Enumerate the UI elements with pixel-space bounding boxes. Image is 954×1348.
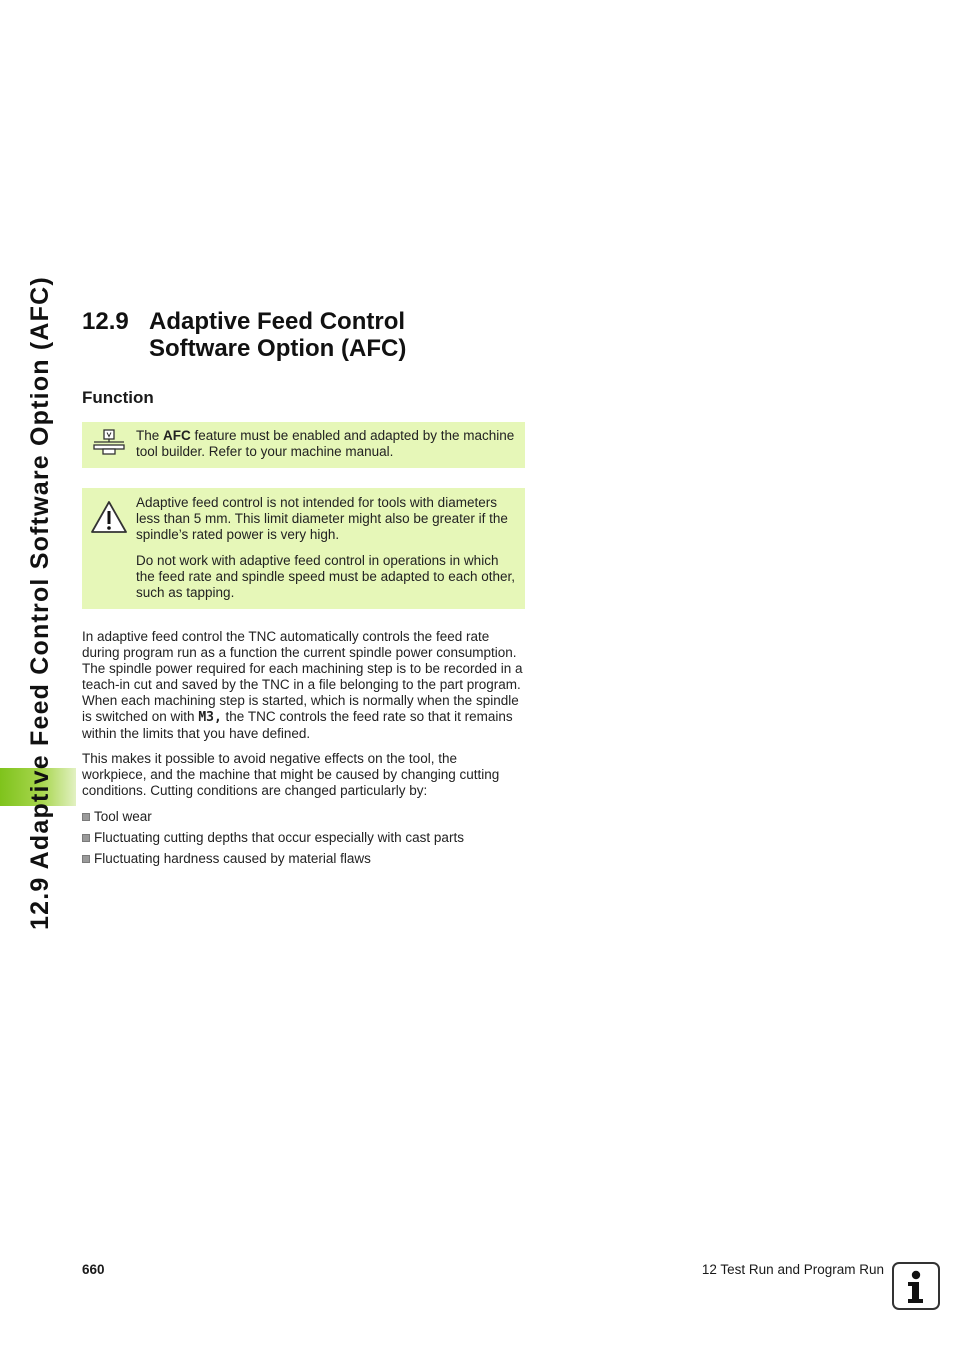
section-title xyxy=(149,308,406,362)
section-title-line2: Software Option (AFC) xyxy=(149,335,407,362)
section-heading xyxy=(82,308,525,362)
bullet-square-icon xyxy=(82,855,90,863)
list-item xyxy=(82,809,525,825)
page-number: 660 xyxy=(82,1262,105,1277)
conditions-list xyxy=(82,809,525,867)
subheading-function: Function xyxy=(82,388,154,407)
list-item-text: Fluctuating hardness caused by material flaws xyxy=(94,851,371,866)
info-icon xyxy=(892,1262,940,1310)
m3-code: M3, xyxy=(198,710,222,725)
machine-note-prefix: The xyxy=(136,428,164,443)
section-number: 12.9 xyxy=(82,308,129,335)
list-item xyxy=(82,851,525,867)
machine-note-suffix: feature must be enabled and adapted by the machine tool builder. Refer to your machine manual. xyxy=(136,428,515,459)
sidebar-section-title: 12.9 Adaptive Feed Control Software Option (AFC) xyxy=(26,276,54,930)
machine-note-text xyxy=(136,428,517,460)
main-content xyxy=(82,308,525,872)
machine-note-box xyxy=(82,422,525,468)
bullet-square-icon xyxy=(82,813,90,821)
warning-triangle-icon xyxy=(82,495,136,535)
machine-note-afc: AFC xyxy=(163,428,191,443)
chapter-title-footer: 12 Test Run and Program Run xyxy=(701,1262,884,1277)
body-paragraph-1 xyxy=(82,629,525,742)
section-title-line1: Adaptive Feed Control xyxy=(149,308,406,335)
list-item xyxy=(82,830,525,846)
body-paragraph-1-start: In adaptive feed control the TNC automatically controls the feed rate during program run as a function the current spindle power consumption. The spindle power required for each machining step is to be recorded in a teach-in cut and saved by the TNC in a file belonging to the part program. When each machining step is started, which is normally when the spindle is switched on with xyxy=(82,629,523,724)
warning-note-para2: Do not work with adaptive feed control in operations in which the feed rate and spindle speed must be adapted to each other, such as tapping. xyxy=(136,553,516,600)
list-item-text: Fluctuating cutting depths that occur especially with cast parts xyxy=(94,830,464,845)
bullet-square-icon xyxy=(82,834,90,842)
warning-note-para1: Adaptive feed control is not intended for tools with diameters less than 5 mm. This limit diameter might also be greater if the spindle’s rated power is very high. xyxy=(136,495,508,542)
list-item-text: Tool wear xyxy=(94,809,152,824)
machine-tool-icon xyxy=(82,428,136,456)
body-paragraph-1-end: the TNC controls the feed rate so that it remains within the limits that you have defined. xyxy=(82,709,513,741)
warning-note-box xyxy=(82,488,525,609)
body-paragraph-2: This makes it possible to avoid negative effects on the tool, the workpiece, and the machine that might be caused by changing cutting conditions. Cutting conditions are changed particularly by: xyxy=(82,751,500,798)
